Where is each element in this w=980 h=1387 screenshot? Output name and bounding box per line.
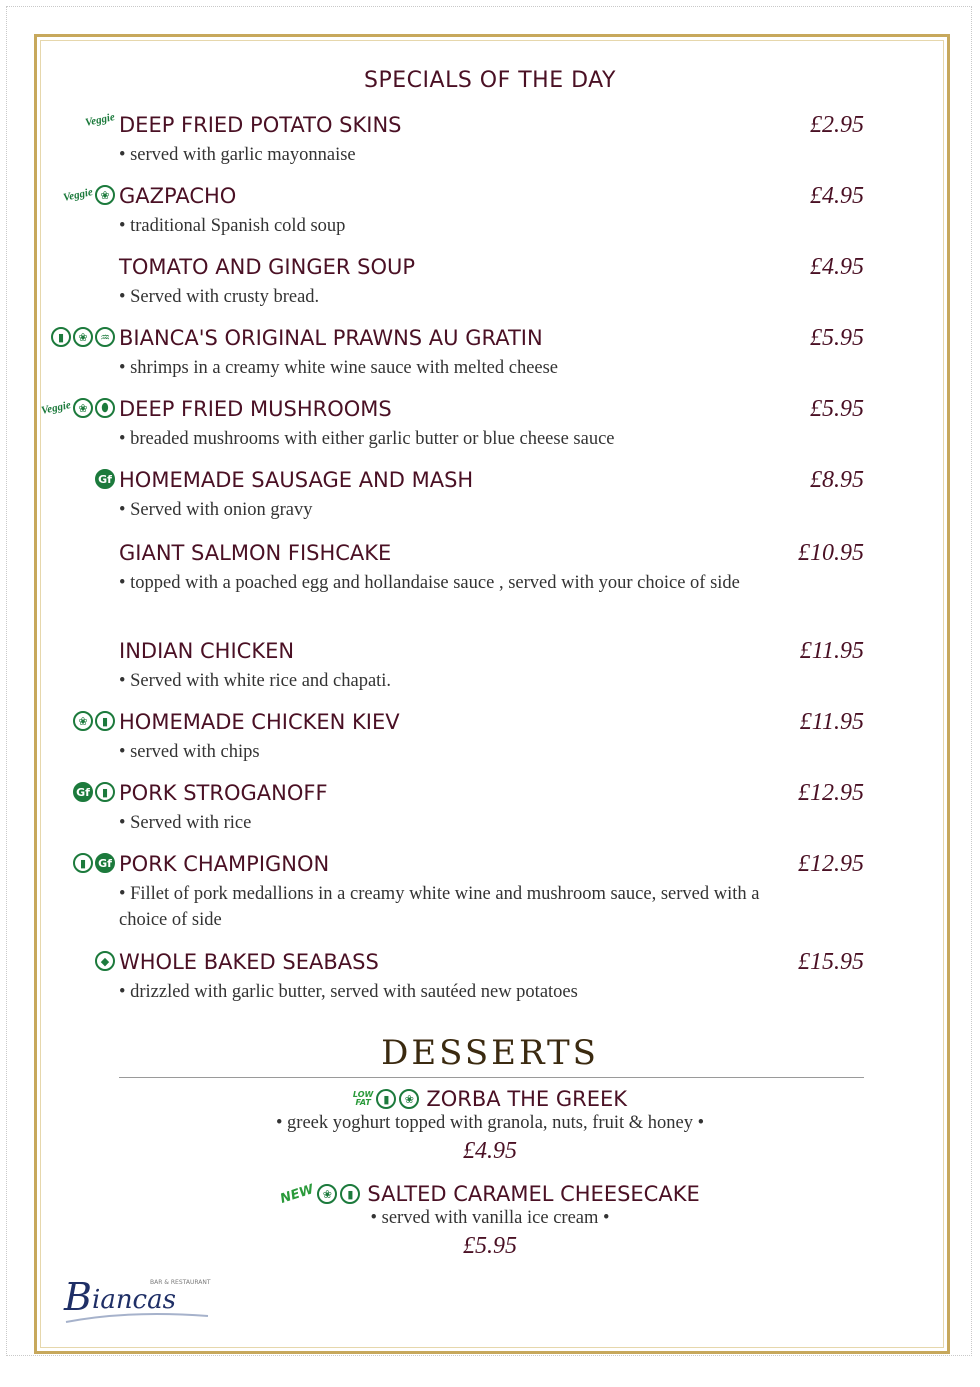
dietary-icons	[73, 711, 115, 731]
dessert-name: ZORBA THE GREEK	[426, 1087, 628, 1111]
menu-item-price: £5.95	[810, 325, 864, 351]
dietary-icons	[73, 853, 115, 873]
menu-item-price: £11.95	[799, 709, 864, 735]
dessert-price: £4.95	[463, 1138, 517, 1164]
desserts-heading: DESSERTS	[381, 1033, 599, 1073]
dairy-icon: ▮	[95, 711, 115, 731]
menu-item	[79, 851, 864, 933]
menu-item-name: GAZPACHO	[119, 184, 237, 208]
menu-item-price: £12.95	[798, 851, 864, 877]
menu-item	[84, 111, 864, 168]
veggie-icon: Veggie	[62, 186, 94, 204]
menu-item-name: PORK CHAMPIGNON	[119, 852, 330, 876]
menu-item-name: DEEP FRIED POTATO SKINS	[119, 113, 402, 137]
menu-item-description: • Fillet of pork medallions in a creamy white wine and mushroom sauce, served with a choice of side	[119, 884, 760, 930]
menu-item-name: HOMEMADE CHICKEN KIEV	[119, 710, 400, 734]
menu-item	[62, 183, 864, 239]
menu-item	[100, 949, 864, 1005]
menu-item-name: WHOLE BAKED SEABASS	[119, 950, 379, 974]
dietary-icons	[95, 469, 115, 489]
menu-item-price: £11.95	[799, 638, 864, 664]
gluten-free-icon: Gf	[95, 853, 115, 873]
menu-item-name: HOMEMADE SAUSAGE AND MASH	[119, 468, 474, 492]
dietary-icons	[51, 327, 115, 347]
leaf-icon: ❀	[95, 185, 115, 205]
menu-item-price: £8.95	[810, 467, 864, 493]
svg-text:BAR & RESTAURANT: BAR & RESTAURANT	[150, 1279, 211, 1286]
dessert-item	[0, 1182, 980, 1260]
menu-item-description: • Served with white rice and chapati.	[119, 671, 392, 691]
menu-item-name: GIANT SALMON FISHCAKE	[119, 541, 392, 565]
crustacean-icon: ♒	[95, 327, 115, 347]
menu-item-name: PORK STROGANOFF	[119, 781, 328, 805]
menu-item	[119, 638, 864, 694]
menu-item-description: • traditional Spanish cold soup	[119, 216, 346, 236]
dietary-icons	[73, 782, 115, 802]
menu-item-name: TOMATO AND GINGER SOUP	[119, 255, 416, 279]
menu-item-price: £15.95	[798, 949, 864, 975]
menu-item	[76, 780, 864, 836]
leaf-icon: ❀	[73, 398, 93, 418]
menu-item	[78, 709, 864, 765]
menu-item-price: £4.95	[810, 183, 864, 209]
menu-item	[40, 396, 864, 452]
dairy-icon: ▮	[95, 782, 115, 802]
menu-item-description: • Served with onion gravy	[119, 500, 313, 520]
menu-item-description: • drizzled with garlic butter, served with sautéed new potatoes	[119, 982, 578, 1002]
menu-item-description: • served with chips	[119, 742, 260, 762]
egg-icon: ⬮	[95, 398, 115, 418]
dessert-name-row	[353, 1087, 627, 1111]
new-icon: NEW	[278, 1181, 316, 1207]
dairy-icon: ▮	[340, 1184, 360, 1204]
leaf-icon: ❀	[317, 1184, 337, 1204]
dessert-item	[0, 1084, 980, 1165]
leaf-icon: ❀	[399, 1089, 419, 1109]
menu-item-description: • breaded mushrooms with either garlic butter or blue cheese sauce	[119, 429, 615, 449]
veggie-icon: Veggie	[40, 399, 72, 417]
menu-item-description: • Served with crusty bread.	[119, 287, 320, 307]
gluten-free-icon: Gf	[95, 469, 115, 489]
menu-item-price: £2.95	[810, 112, 864, 138]
dessert-price: £5.95	[463, 1233, 517, 1259]
menu-item-price: £10.95	[798, 540, 864, 566]
dessert-description: • greek yoghurt topped with granola, nuts, fruit & honey •	[275, 1113, 705, 1133]
menu-item-name: INDIAN CHICKEN	[119, 639, 295, 663]
menu-item-description: • topped with a poached egg and hollandaise sauce , served with your choice of side	[119, 573, 740, 593]
menu-item-price: £5.95	[810, 396, 864, 422]
dietary-icons	[84, 111, 116, 129]
gluten-free-icon: Gf	[73, 782, 93, 802]
desserts-divider	[119, 1077, 864, 1078]
dairy-icon: ▮	[376, 1089, 396, 1109]
fish-icon: ◆	[95, 951, 115, 971]
dairy-icon: ▮	[51, 327, 71, 347]
menu-item-description: • Served with rice	[119, 813, 252, 833]
menu-item	[119, 254, 864, 310]
menu-item-name: DEEP FRIED MUSHROOMS	[119, 397, 392, 421]
menu-item	[98, 467, 864, 523]
dairy-icon: ▮	[73, 853, 93, 873]
veggie-icon: Veggie	[84, 111, 116, 129]
menu-item	[57, 325, 864, 381]
dessert-description: • served with vanilla ice cream •	[370, 1208, 610, 1228]
leaf-icon: ❀	[73, 327, 93, 347]
menu-item-description: • shrimps in a creamy white wine sauce with melted cheese	[119, 358, 559, 378]
dessert-name-row	[280, 1182, 700, 1206]
menu-item-price: £4.95	[810, 254, 864, 280]
dessert-name: SALTED CARAMEL CHEESECAKE	[367, 1182, 700, 1206]
specials-heading: SPECIALS OF THE DAY	[364, 68, 616, 93]
biancas-logo	[58, 1270, 218, 1330]
menu-item-name: BIANCA'S ORIGINAL PRAWNS AU GRATIN	[119, 326, 543, 350]
low-fat-icon: LOW FAT	[352, 1090, 374, 1107]
dietary-icons	[95, 951, 115, 971]
menu-item	[119, 540, 864, 596]
dietary-icons	[41, 398, 115, 418]
dietary-icons	[63, 185, 115, 205]
svg-text:iancas: iancas	[92, 1285, 176, 1315]
leaf-icon: ❀	[73, 711, 93, 731]
menu-item-price: £12.95	[798, 780, 864, 806]
svg-text:B: B	[64, 1275, 92, 1319]
menu-item-description: • served with garlic mayonnaise	[119, 145, 356, 165]
